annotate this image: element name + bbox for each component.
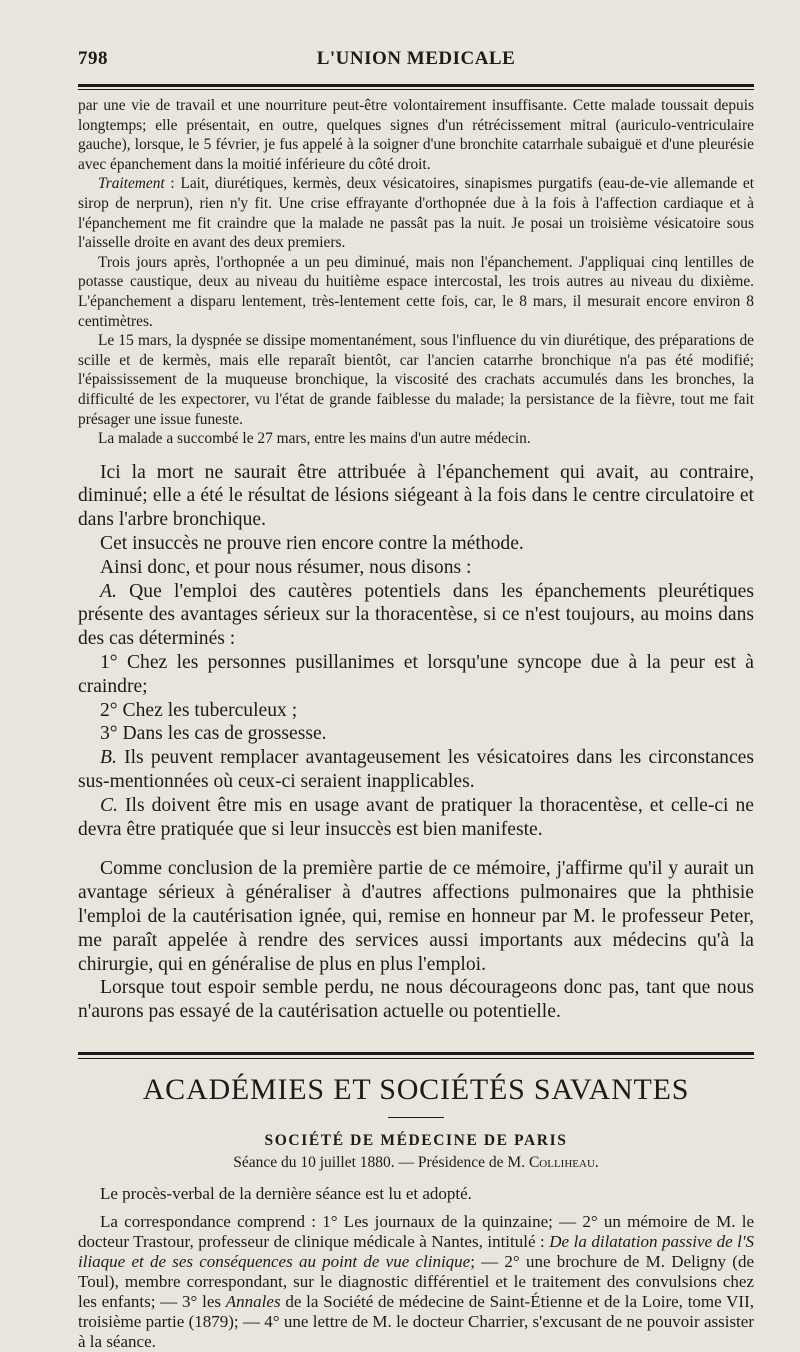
- president-name: Colliheau.: [528, 1154, 599, 1172]
- point-c: [78, 794, 754, 842]
- list-item: 3° Dans les cas de grossesse.: [100, 723, 327, 745]
- case-paragraph: par une vie de travail et une nourriture peut-être volontairement insuffisante. Cette malade toussait depuis longtemps; elle présentait, en outre, quelques signes d'un rétrécissement mitral (auriculo-ventriculaire gauche), lorsque, le 5 février, je fus appelé à la soigner d'une bronchite catarrhale subaiguë et d'une pleurésie avec épanchement dans la moitié inférieure du côté droit.: [78, 97, 754, 173]
- case-paragraph: Trois jours après, l'orthopnée a un peu diminué, mais non l'épanchement. J'appliquai cinq lentilles de potasse caustique, deux au niveau du huitième espace intercostal, les trois autres au niveau du dixième. L'épanchement a disparu lentement, très-lentement cette fois, car, le 8 mars, il mesurait encore environ 8 centimètres.: [78, 253, 754, 330]
- separator-thick: [78, 1052, 754, 1055]
- correspondence-text: ; — 2° une brochure de M. Deligny (de Toul), membre correspondant, sur le diagnostic différentiel et le traitement des convulsions chez les enfants; — 3° les: [78, 1252, 754, 1312]
- treatment-label: Traitement: [98, 175, 165, 193]
- header-rule-thin: [78, 89, 754, 90]
- closing-paragraph: Lorsque tout espoir semble perdu, ne nous décourageons donc pas, tant que nous n'aurons pas essayé de la cautérisation actuelle ou potentielle.: [78, 977, 754, 1023]
- seance-text: Séance du 10 juillet 1880. — Présidence de M.: [233, 1154, 529, 1172]
- point-b-text: Ils peuvent remplacer avantageusement les vésicatoires dans les circonstances sus-mentionnées où ceux-ci seraient inapplicables.: [78, 747, 754, 793]
- conclusion-paragraph: Comme conclusion de la première partie de ce mémoire, j'affirme qu'il y aurait un avantage sérieux à généraliser à d'autres affections pulmonaires que la phthisie l'emploi de la cautérisation ignée, qui, remise en honneur par M. le professeur Peter, me paraît appelée à rendre des services aussi importants aux médecins qu'à la chirurgie, qui en généralise de plus en plus l'emploi.: [78, 858, 754, 975]
- discussion: [78, 461, 754, 1024]
- correspondence-paragraph: [78, 1212, 754, 1352]
- paragraph-gap: [78, 841, 754, 857]
- case-paragraph: Le 15 mars, la dyspnée se dissipe momentanément, sous l'influence du vin diurétique, des préparations de scille et de kermès, mais elle reparaît bientôt, car l'ancien catarrhe bronchique n'a pas été modifié; l'épaississement de la muqueuse bronchique, la viscosité des crachats accumulés dans les bronches, la difficulté de les expectorer, vu l'état de grande faiblesse du malade; la persistance de la fièvre, tout me fait présager une issue funeste.: [78, 332, 754, 428]
- memoir-title: De la dilatation passive de l'S iliaque et de ses conséquences au point de vue clinique: [78, 1232, 754, 1272]
- society-heading: SOCIÉTÉ DE MÉDECINE DE PARIS: [264, 1132, 568, 1150]
- correspondence-text: de la Société de médecine de Saint-Étienne et de la Loire, tome VII, troisième partie (1879); — 4° une lettre de M. le docteur Charrier, s'excusant de ne pouvoir assister à la séance.: [78, 1292, 755, 1352]
- section-title: ACADÉMIES ET SOCIÉTÉS SAVANTES: [142, 1073, 690, 1107]
- case-report: [78, 96, 754, 449]
- minutes: [78, 1184, 754, 1352]
- title-rule: [388, 1117, 444, 1118]
- journal-title: L'UNION MEDICALE: [316, 48, 516, 69]
- point-a-label: A.: [100, 580, 117, 602]
- point-a: [78, 580, 754, 651]
- treatment-paragraph: [78, 174, 754, 252]
- discussion-paragraph: Ainsi donc, et pour nous résumer, nous disons :: [100, 556, 472, 578]
- running-head: [78, 48, 754, 70]
- minutes-paragraph: Le procès-verbal de la dernière séance est lu et adopté.: [100, 1184, 472, 1204]
- section-separator: [78, 1052, 754, 1059]
- page-number: 798: [78, 48, 108, 69]
- list-item: 2° Chez les tuberculeux ;: [100, 699, 298, 721]
- discussion-paragraph: Ici la mort ne saurait être attribuée à l'épanchement qui avait, au contraire, diminué; elle a été le résultat de lésions siégeant à la fois dans le centre circulatoire et dans l'arbre bronchique.: [78, 461, 754, 531]
- correspondence-text: La correspondance comprend : 1° Les journaux de la quinzaine; — 2° un mémoire de M. le docteur Trastour, professeur de clinique médicale à Nantes, intitulé :: [78, 1212, 754, 1252]
- seance-line: [78, 1154, 754, 1172]
- point-b-label: B.: [100, 747, 117, 769]
- point-a-text: Que l'emploi des cautères potentiels dans les épanchements pleurétiques présente des avantages sérieux sur la thoracentèse, si ce n'est toujours, au moins dans des cas déterminés :: [78, 580, 754, 650]
- treatment-text: : Lait, diurétiques, kermès, deux vésicatoires, sinapismes purgatifs (eau-de-vie allemande et sirop de nerprun), rien n'y fit. Une crise effrayante d'orthopnée due à la fois à l'affection cardiaque et à l'épanchement me fit craindre que la malade ne passât pas la nuit. Je posai un troisième vésicatoire sous l'aisselle droite en avant des deux premiers.: [78, 175, 754, 252]
- header-rule: [78, 84, 754, 87]
- list-item: 1° Chez les personnes pusillanimes et lorsqu'une syncope due à la peur est à craindre;: [78, 652, 754, 697]
- case-paragraph: La malade a succombé le 27 mars, entre les mains d'un autre médecin.: [98, 430, 531, 448]
- point-c-text: Ils doivent être mis en usage avant de pratiquer la thoracentèse, et celle-ci ne devra être pratiquée que si leur insuccès est bien manifeste.: [78, 794, 754, 840]
- point-c-label: C.: [100, 794, 118, 816]
- point-b: [78, 746, 754, 794]
- annales-title: Annales: [225, 1292, 281, 1312]
- discussion-paragraph: Cet insuccès ne prouve rien encore contre la méthode.: [100, 533, 524, 555]
- separator-thin: [78, 1058, 754, 1059]
